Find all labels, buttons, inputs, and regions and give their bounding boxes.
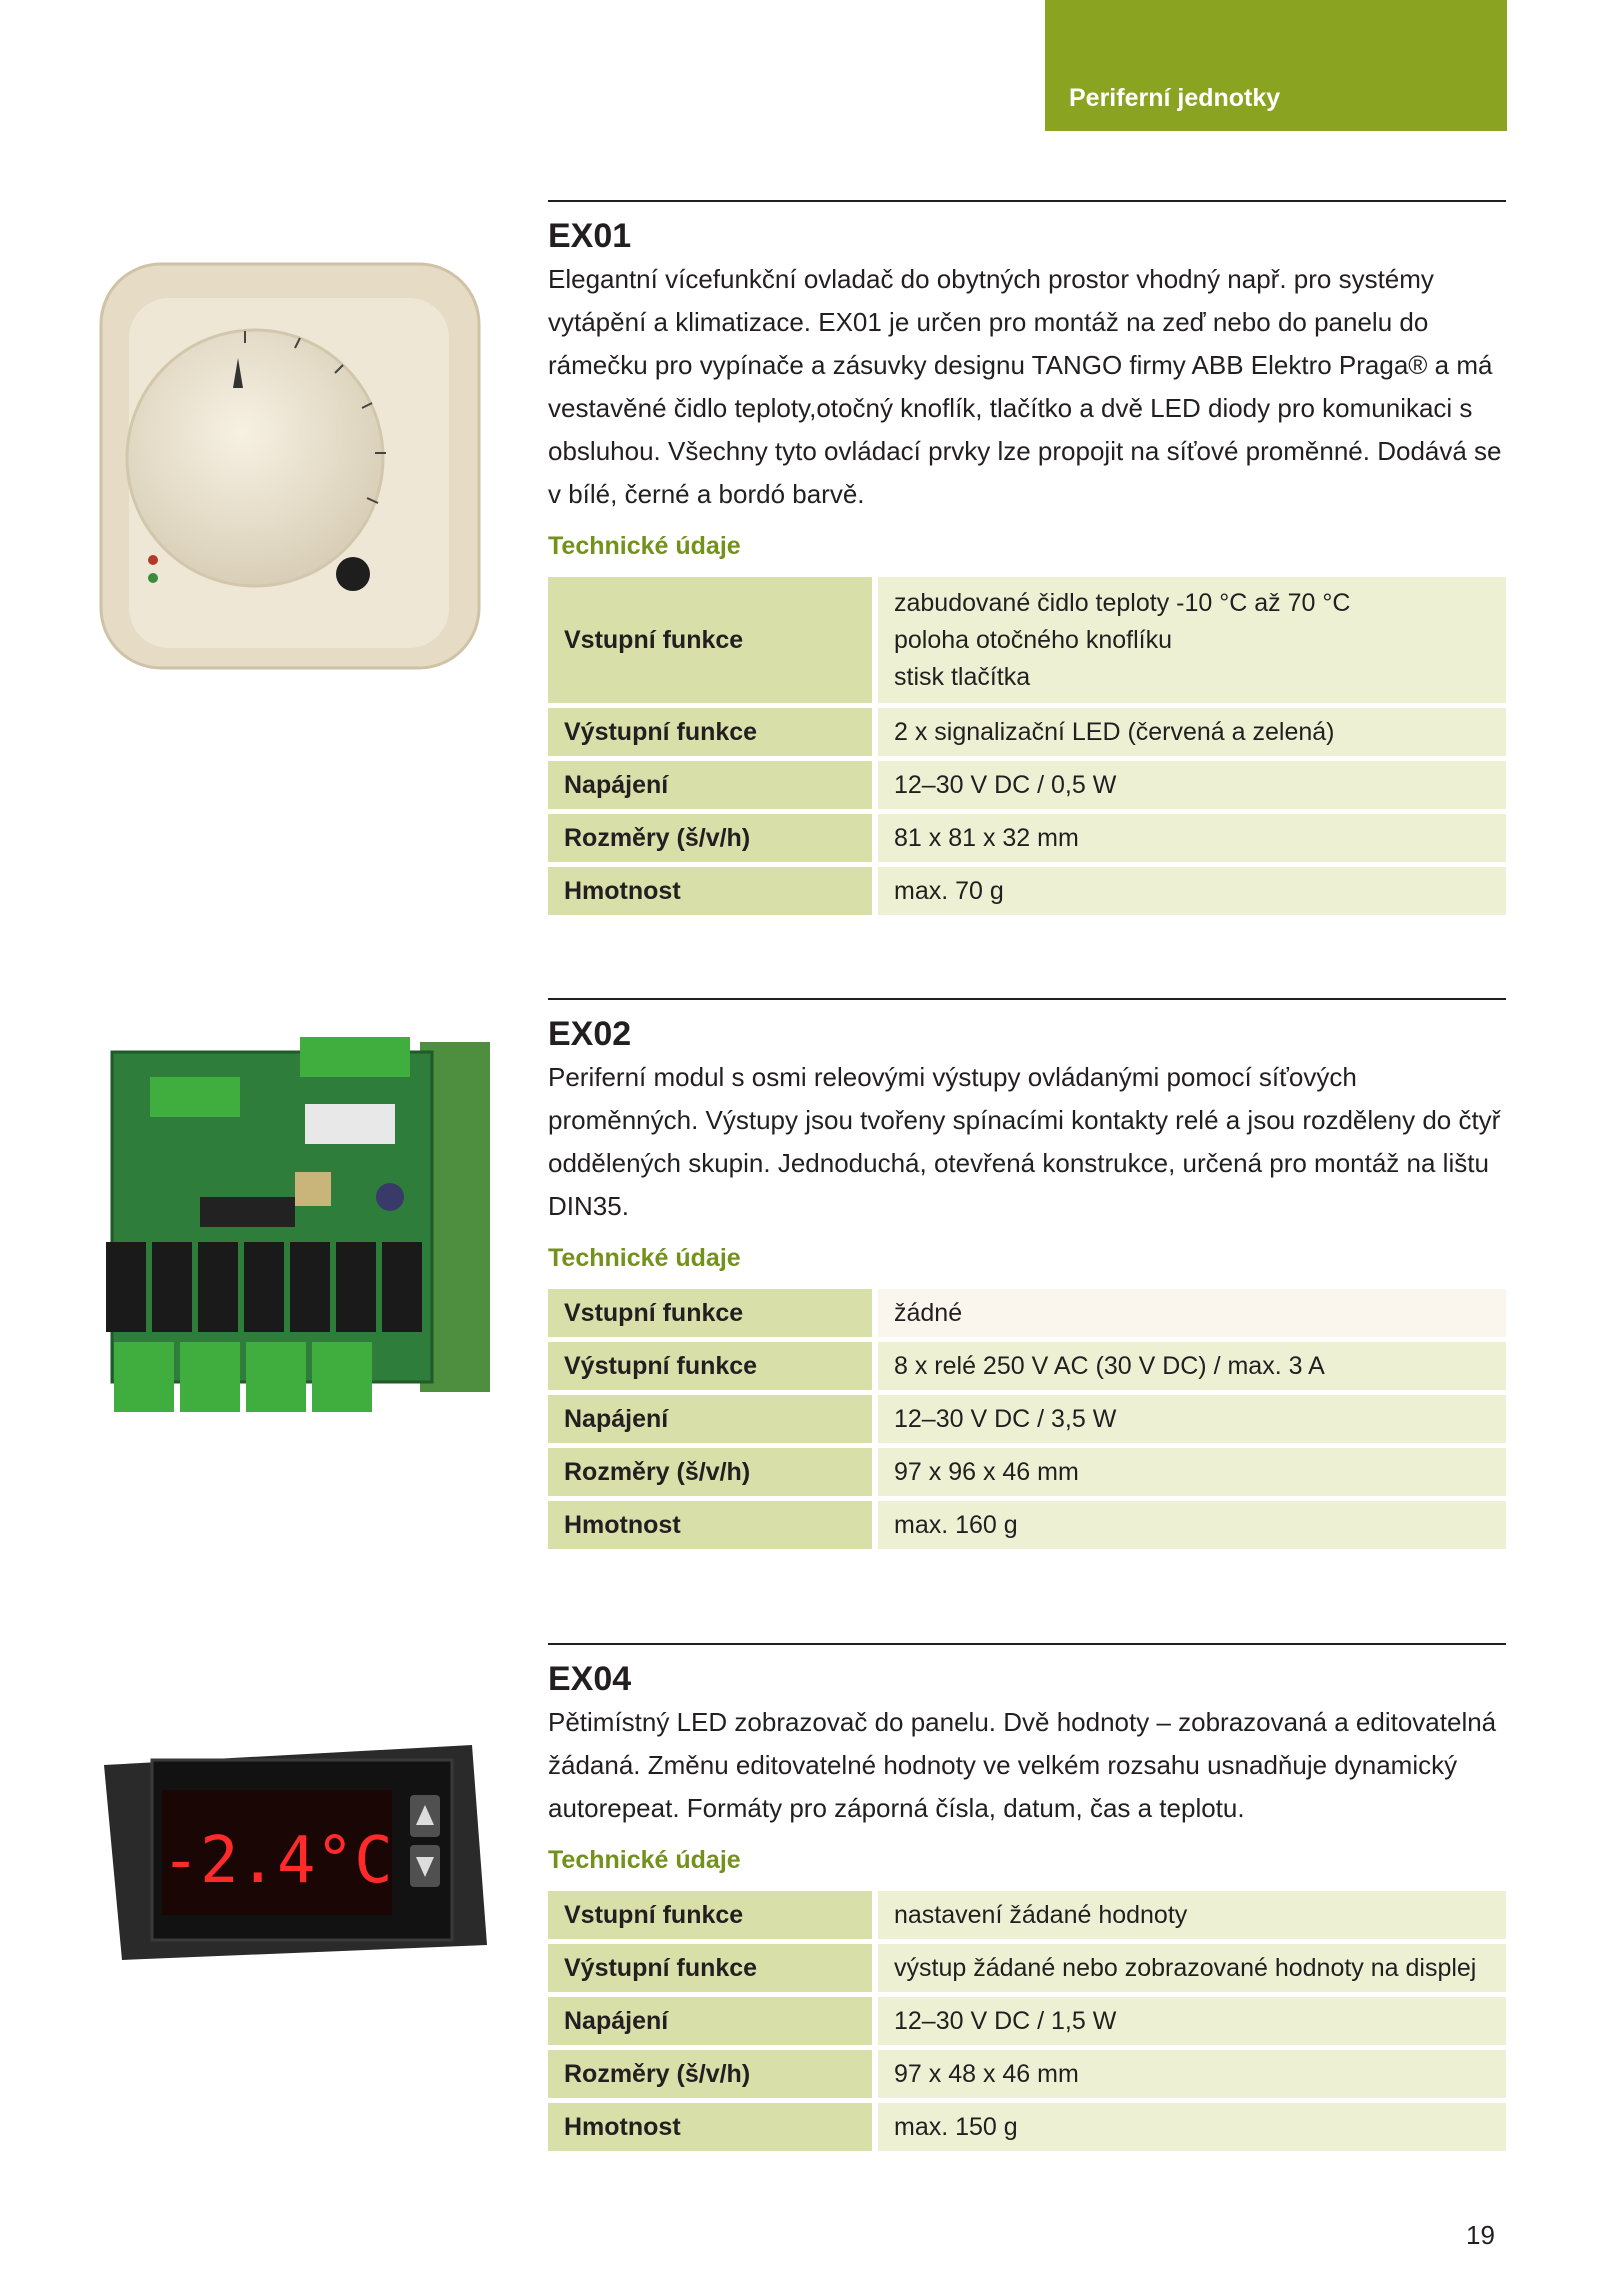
spec-value: 81 x 81 x 32 mm	[878, 814, 1506, 862]
section-divider	[548, 200, 1506, 202]
product-description: Pětimístný LED zobrazovač do panelu. Dvě hodnoty – zobrazovaná a editovatelná žádaná. Změnu editovatelné hodnoty ve velkém rozsahu usnadňuje dynamický autorepeat. Formáty pro záporná čísla, datum, čas a teplotu.	[548, 1707, 1497, 1823]
spec-value	[878, 577, 1506, 703]
spec-key: Vstupní funkce	[548, 577, 872, 703]
product-title: EX01	[548, 217, 632, 255]
spec-value: max. 150 g	[878, 2103, 1506, 2151]
spec-key: Rozměry (š/v/h)	[548, 1448, 872, 1496]
ex04-section	[548, 1643, 1506, 2156]
spec-key: Výstupní funkce	[548, 1944, 872, 1992]
spec-row	[548, 1448, 1506, 1496]
spec-row	[548, 2103, 1506, 2151]
section-divider	[548, 998, 1506, 1000]
ex04-product-image	[92, 1735, 492, 1980]
spec-value: 97 x 48 x 46 mm	[878, 2050, 1506, 2098]
spec-value: 12–30 V DC / 1,5 W	[878, 1997, 1506, 2045]
product-description: Periferní modul s osmi releovými výstupy ovládanými pomocí síťových proměnných. Výstupy jsou tvořeny spínacími kontakty relé a jsou rozděleny do čtyř oddělených skupin. Jednoduchá, otevřená konstrukce, určená pro montáž na lištu DIN35.	[548, 1062, 1501, 1221]
spec-value: 8 x relé 250 V AC (30 V DC) / max. 3 A	[878, 1342, 1506, 1390]
spec-row	[548, 1997, 1506, 2045]
spec-value: 97 x 96 x 46 mm	[878, 1448, 1506, 1496]
spec-value-line: stisk tlačítka	[894, 662, 1031, 691]
spec-row	[548, 867, 1506, 915]
ex01-section	[548, 200, 1506, 920]
product-description: Elegantní vícefunkční ovladač do obytných prostor vhodný např. pro systémy vytápění a klimatizace. EX01 je určen pro montáž na zeď nebo do panelu do rámečku pro vypínače a zásuvky designu TANGO firmy ABB Elektro Praga® a má vestavěné čidlo teploty,otočný knoflík, tlačítko a dvě LED diody pro komunikaci s obsluhou. Všechny tyto ovládací prvky lze propojit na síťové proměnné. Dodává se v bílé, černé a bordó barvě.	[548, 264, 1502, 509]
spec-key: Napájení	[548, 1395, 872, 1443]
spec-table	[548, 572, 1506, 920]
spec-row	[548, 1944, 1506, 1992]
spec-value-line: poloha otočného knoflíku	[894, 625, 1172, 654]
spec-key: Napájení	[548, 1997, 872, 2045]
spec-key: Hmotnost	[548, 1501, 872, 1549]
spec-row	[548, 1891, 1506, 1939]
spec-row	[548, 1395, 1506, 1443]
spec-row	[548, 577, 1506, 703]
spec-row	[548, 708, 1506, 756]
led-display-reading: -2.4°C	[161, 1824, 393, 1898]
spec-row	[548, 1289, 1506, 1337]
section-header-tab	[1045, 0, 1507, 131]
spec-value-line: zabudované čidlo teploty -10 °C až 70 °C	[894, 588, 1351, 617]
section-divider	[548, 1643, 1506, 1645]
spec-key: Výstupní funkce	[548, 1342, 872, 1390]
tech-data-heading: Technické údaje	[548, 1846, 741, 1874]
spec-key: Rozměry (š/v/h)	[548, 2050, 872, 2098]
spec-row	[548, 814, 1506, 862]
spec-row	[548, 1501, 1506, 1549]
tech-data-heading: Technické údaje	[548, 1244, 741, 1272]
spec-value: 12–30 V DC / 3,5 W	[878, 1395, 1506, 1443]
tech-data-heading: Technické údaje	[548, 532, 741, 560]
product-title: EX02	[548, 1015, 632, 1053]
spec-key: Vstupní funkce	[548, 1289, 872, 1337]
spec-value: 2 x signalizační LED (červená a zelená)	[878, 708, 1506, 756]
spec-value: žádné	[878, 1289, 1506, 1337]
spec-row	[548, 1342, 1506, 1390]
spec-value: max. 160 g	[878, 1501, 1506, 1549]
spec-row	[548, 761, 1506, 809]
spec-value: výstup žádané nebo zobrazované hodnoty na displej	[878, 1944, 1506, 1992]
product-title: EX04	[548, 1660, 632, 1698]
ex01-product-image	[95, 258, 485, 683]
ex02-product-image	[100, 1032, 500, 1427]
spec-value: nastavení žádané hodnoty	[878, 1891, 1506, 1939]
spec-key: Hmotnost	[548, 867, 872, 915]
page-number: 19	[1466, 2220, 1495, 2250]
spec-value: max. 70 g	[878, 867, 1506, 915]
section-header-label: Periferní jednotky	[1069, 84, 1281, 112]
spec-row	[548, 2050, 1506, 2098]
spec-key: Napájení	[548, 761, 872, 809]
spec-key: Vstupní funkce	[548, 1891, 872, 1939]
spec-table	[548, 1886, 1506, 2156]
spec-table	[548, 1284, 1506, 1554]
spec-key: Rozměry (š/v/h)	[548, 814, 872, 862]
spec-key: Hmotnost	[548, 2103, 872, 2151]
spec-value: 12–30 V DC / 0,5 W	[878, 761, 1506, 809]
spec-key: Výstupní funkce	[548, 708, 872, 756]
ex02-section	[548, 998, 1506, 1554]
